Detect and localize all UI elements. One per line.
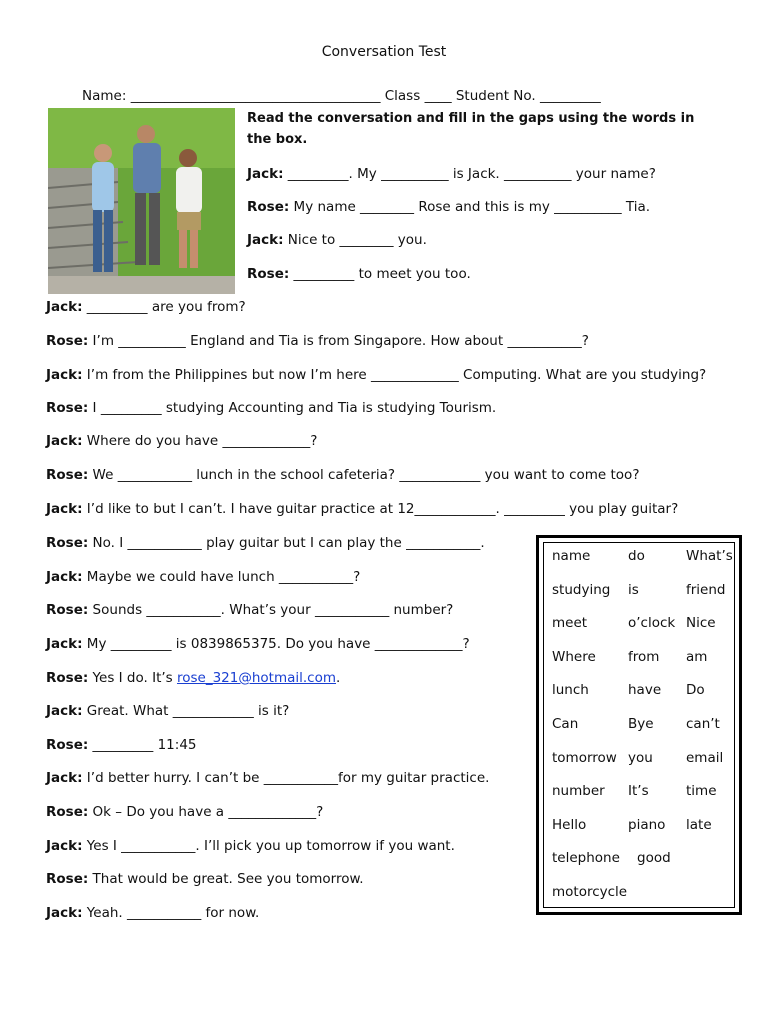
dialogue-line (46, 433, 317, 449)
dialogue-line (46, 636, 470, 652)
dialogue-line (247, 232, 427, 248)
speaker-label: Rose: (46, 871, 89, 887)
dialogue-line (46, 535, 485, 551)
word-bank-item: do (628, 548, 645, 564)
dialogue-line (46, 703, 289, 719)
dialogue-text[interactable]: Ok – Do you have a _____________? (88, 804, 324, 820)
dialogue-text[interactable]: I’d better hurry. I can’t be ___________for my guitar practice. (82, 770, 490, 786)
students-photo (48, 108, 235, 294)
dialogue-line (46, 501, 678, 517)
word-bank-item: name (552, 548, 591, 564)
dialogue-text[interactable]: _________ to meet you too. (289, 266, 471, 282)
speaker-label: Jack: (46, 703, 83, 719)
word-bank-item: motorcycle (552, 884, 628, 900)
dialogue-line (46, 367, 706, 383)
word-bank-item: o’clock (628, 615, 676, 632)
speaker-label: Jack: (247, 166, 284, 182)
word-bank-item: It’s (628, 783, 649, 800)
dialogue-line (46, 905, 259, 921)
speaker-label: Rose: (46, 400, 89, 416)
speaker-label: Rose: (247, 266, 290, 282)
speaker-label: Rose: (247, 199, 290, 215)
word-bank-item: can’t (686, 716, 720, 732)
dialogue-text[interactable]: Yeah. ___________ for now. (82, 905, 260, 921)
speaker-label: Jack: (46, 838, 83, 854)
word-bank-item: good (637, 850, 671, 867)
dialogue-line (46, 670, 340, 686)
dialogue-line (247, 266, 471, 282)
word-bank-item: am (686, 648, 708, 665)
speaker-label: Jack: (46, 433, 83, 449)
name-label: Name: (82, 88, 127, 104)
dialogue-text[interactable]: Sounds ___________. What’s your ___________ number? (88, 602, 454, 618)
word-bank-item: have (628, 682, 662, 699)
word-bank-item: Can (552, 716, 579, 732)
name-blank[interactable]: _____________________________________ (130, 88, 381, 104)
word-bank-item: from (628, 648, 660, 665)
word-bank-item: What’s (686, 548, 733, 564)
dialogue-text[interactable]: We ___________ lunch in the school cafeteria? ____________ you want to come too? (88, 467, 640, 483)
speaker-label: Jack: (46, 367, 83, 383)
dialogue-text[interactable]: I’d like to but I can’t. I have guitar practice at 12____________. _________ you play guitar? (82, 501, 679, 517)
dialogue-text[interactable]: I’m from the Philippines but now I’m here _____________ Computing. What are you studying? (82, 367, 707, 383)
speaker-label: Jack: (46, 636, 83, 652)
word-bank-item: meet (552, 615, 588, 632)
dialogue-text[interactable]: _________ are you from? (82, 299, 246, 315)
dialogue-line (46, 871, 364, 887)
word-bank-item: friend (686, 581, 726, 598)
word-bank-item: time (686, 783, 717, 800)
dialogue-line (247, 166, 656, 182)
word-bank-item: you (628, 749, 653, 766)
dialogue-line (46, 333, 589, 349)
speaker-label: Rose: (46, 670, 89, 686)
speaker-label: Jack: (46, 299, 83, 315)
word-bank-item: tomorrow (552, 749, 617, 766)
email-link[interactable]: rose_321@hotmail.com (176, 670, 337, 686)
dialogue-line (46, 569, 360, 585)
dialogue-text[interactable]: _________. My __________ is Jack. __________ your name? (283, 166, 656, 182)
dialogue-text[interactable]: Where do you have _____________? (82, 433, 318, 449)
instructions: Read the conversation and fill in the gaps using the words in the box. (247, 111, 695, 147)
word-bank-item: email (686, 749, 724, 766)
word-bank-item: Bye (628, 716, 654, 732)
dialogue-text[interactable]: I _________ studying Accounting and Tia is studying Tourism. (88, 400, 497, 416)
dialogue-text[interactable]: Yes I do. It’s (88, 670, 177, 686)
dialogue-text[interactable]: _________ 11:45 (88, 737, 197, 753)
dialogue-text[interactable]: I’m __________ England and Tia is from Singapore. How about ___________? (88, 333, 589, 349)
dialogue-text[interactable]: My _________ is 0839865375. Do you have _____________? (82, 636, 470, 652)
student-no-blank[interactable]: _________ (540, 88, 601, 104)
dialogue-line (46, 838, 455, 854)
speaker-label: Rose: (46, 804, 89, 820)
speaker-label: Jack: (46, 905, 83, 921)
speaker-label: Rose: (46, 602, 89, 618)
dialogue-text[interactable]: That would be great. See you tomorrow. (88, 871, 364, 887)
dialogue-line (46, 299, 246, 315)
dialogue-text[interactable]: Great. What ____________ is it? (82, 703, 290, 719)
student-info-line (82, 88, 601, 104)
dialogue-text[interactable]: Yes I ___________. I’ll pick you up tomorrow if you want. (82, 838, 455, 854)
speaker-label: Rose: (46, 333, 89, 349)
word-bank-item: Nice (686, 615, 716, 632)
dialogue-text[interactable]: Nice to ________ you. (283, 232, 427, 248)
dialogue-line (46, 467, 639, 483)
dialogue-line (247, 199, 650, 215)
word-bank-item: Do (686, 682, 705, 699)
dialogue-line (46, 804, 323, 820)
speaker-label: Rose: (46, 535, 89, 551)
speaker-label: Jack: (46, 770, 83, 786)
word-bank-item: number (552, 783, 605, 800)
word-bank-item: Hello (552, 816, 587, 833)
word-bank-item: studying (552, 581, 611, 598)
dialogue-text[interactable]: My name ________ Rose and this is my __________ Tia. (289, 199, 651, 215)
dialogue-text-end: . (336, 670, 341, 686)
student-no-label: Student No. (455, 88, 536, 104)
word-bank-item: is (628, 581, 639, 598)
speaker-label: Rose: (46, 467, 89, 483)
word-bank-item: telephone (552, 850, 620, 867)
speaker-label: Jack: (247, 232, 284, 248)
speaker-label: Jack: (46, 501, 83, 517)
dialogue-line (46, 770, 489, 786)
dialogue-line (46, 400, 496, 416)
class-blank[interactable]: ____ (424, 88, 452, 104)
word-bank-item: lunch (552, 682, 589, 699)
word-bank-item: piano (628, 816, 666, 833)
dialogue-text[interactable]: Maybe we could have lunch ___________? (82, 569, 361, 585)
dialogue-line (46, 602, 453, 618)
class-label: Class (384, 88, 421, 104)
speaker-label: Rose: (46, 737, 89, 753)
word-bank-item: late (686, 816, 712, 833)
page-title: Conversation Test (321, 44, 447, 60)
speaker-label: Jack: (46, 569, 83, 585)
dialogue-text[interactable]: No. I ___________ play guitar but I can play the ___________. (88, 535, 485, 551)
word-bank-item: Where (552, 648, 596, 665)
dialogue-line (46, 737, 197, 753)
